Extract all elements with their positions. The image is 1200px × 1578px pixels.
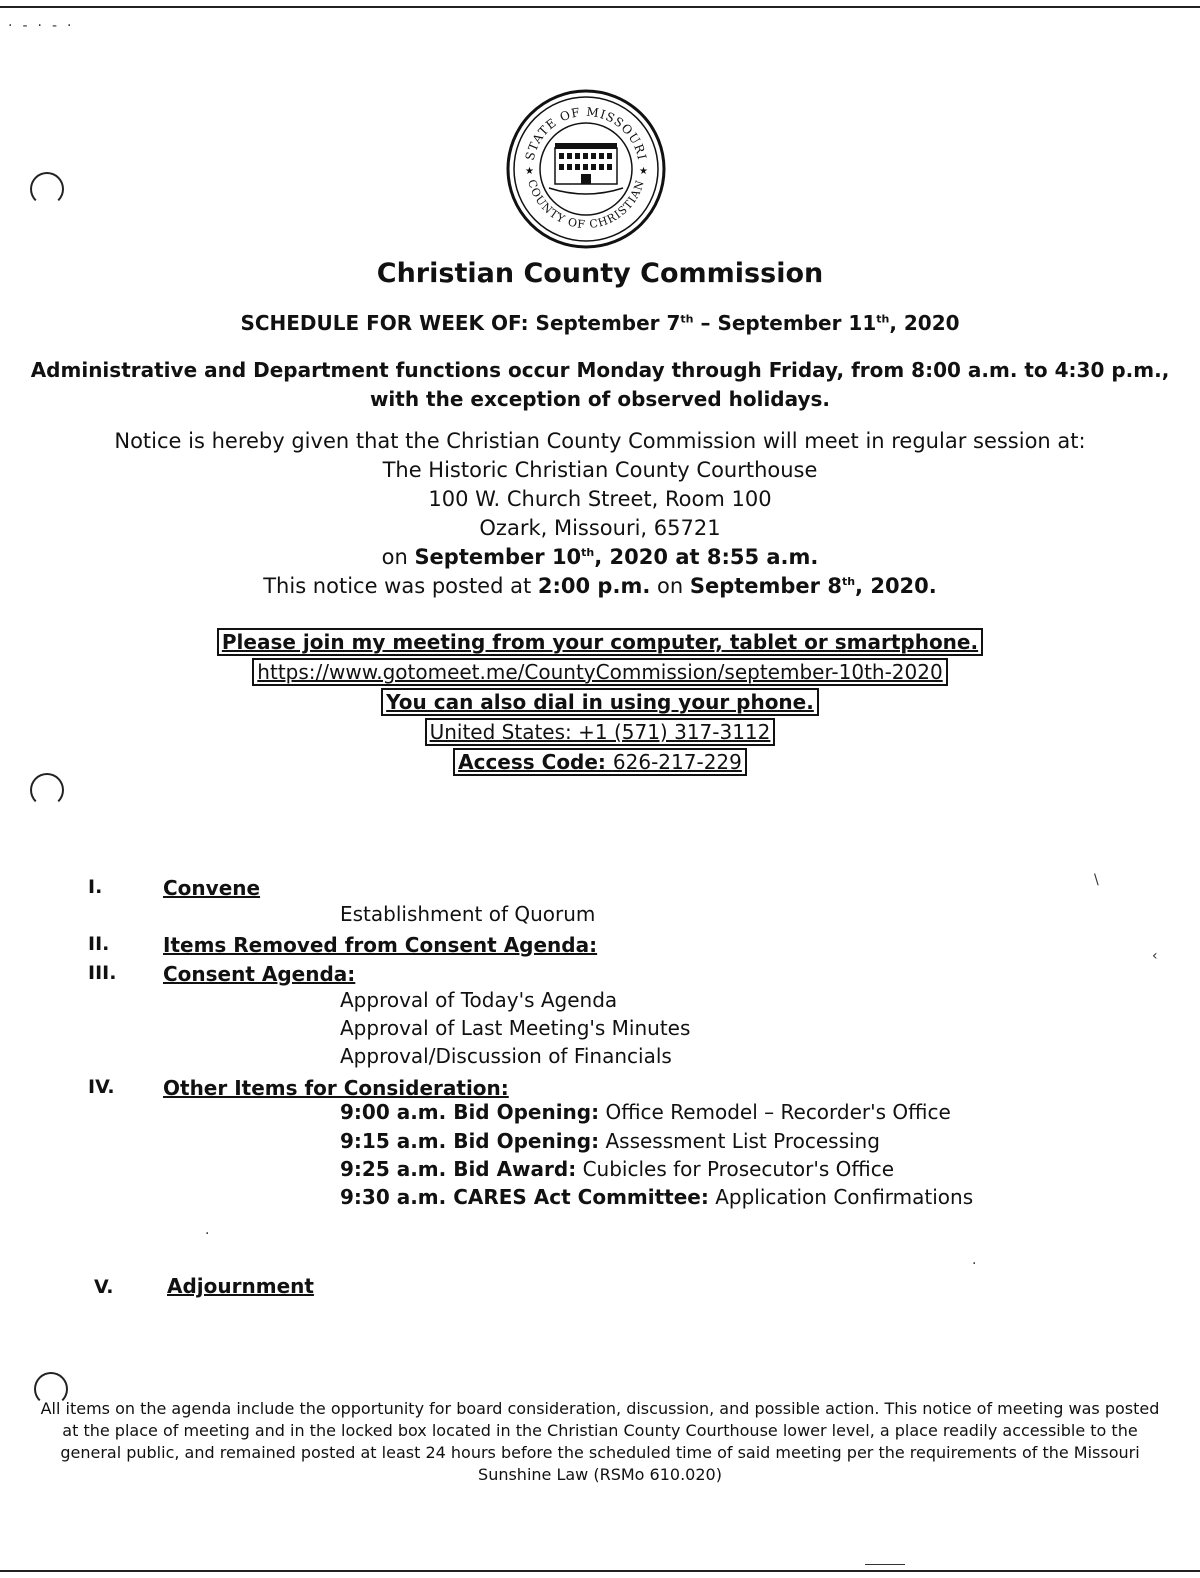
agenda-heading-consent: Consent Agenda: xyxy=(163,962,356,986)
page-title: Christian County Commission xyxy=(376,258,824,289)
agenda-subitem: Establishment of Quorum xyxy=(340,902,596,926)
scan-mark: \ xyxy=(1094,872,1099,888)
access-code: Access Code: 626-217-229 xyxy=(453,748,747,776)
agenda-subitem: Approval of Last Meeting's Minutes xyxy=(340,1016,691,1040)
footer-disclaimer: All items on the agenda include the opportunity for board consideration, discussion, and possible action. This notice of meeting was posted at the place of meeting and in the locked box located in the Christian County Courthouse lower level, a place readily accessible to the general public, and remained posted at least 24 hours before the scheduled time of said meeting per the requirements of the Missouri Sunshine Law (RSMo 610.020) xyxy=(40,1399,1160,1484)
venue-city: Ozark, Missouri, 65721 xyxy=(479,516,721,540)
phone-number-link[interactable]: United States: +1 (571) 317-3112 xyxy=(425,718,776,746)
admin-hours: Administrative and Department functions occur Monday through Friday, from 8:00 a.m. to 4:30 p.m., with the exception of observed holidays. xyxy=(30,358,1170,411)
meeting-url-link[interactable]: https://www.gotomeet.me/CountyCommission/september-10th-2020 xyxy=(252,658,947,686)
other-item: 9:25 a.m. Bid Award: Cubicles for Prosecutor's Office xyxy=(340,1157,895,1181)
posted-datetime: This notice was posted at 2:00 p.m. on September 8th, 2020. xyxy=(263,574,937,598)
scan-mark: · xyxy=(972,1256,977,1272)
other-item: 9:30 a.m. CARES Act Committee: Application Confirmations xyxy=(340,1185,974,1209)
svg-text:STATE OF MISSOURI: STATE OF MISSOURI xyxy=(522,104,650,162)
svg-text:★: ★ xyxy=(525,166,534,177)
venue-name: The Historic Christian County Courthouse xyxy=(382,458,818,482)
agenda-number: II. xyxy=(88,933,110,955)
agenda-number: IV. xyxy=(88,1076,115,1098)
dial-in-text: You can also dial in using your phone. xyxy=(381,688,819,716)
agenda-number: III. xyxy=(88,962,117,984)
meeting-datetime: on September 10th, 2020 at 8:55 a.m. xyxy=(381,545,819,569)
agenda-heading-other: Other Items for Consideration: xyxy=(163,1076,509,1100)
agenda-heading-adjournment: Adjournment xyxy=(167,1274,314,1298)
svg-text:COUNTY OF CHRISTIAN: COUNTY OF CHRISTIAN xyxy=(525,178,647,232)
other-item: 9:15 a.m. Bid Opening: Assessment List Processing xyxy=(340,1129,880,1153)
agenda-heading-removed: Items Removed from Consent Agenda: xyxy=(163,933,598,957)
venue-street: 100 W. Church Street, Room 100 xyxy=(428,487,772,511)
agenda-number: I. xyxy=(88,876,103,898)
scan-specks: ·-·-· xyxy=(8,18,82,34)
schedule-week: SCHEDULE FOR WEEK OF: September 7th – September 11th, 2020 xyxy=(240,311,960,335)
agenda-subitem: Approval of Today's Agenda xyxy=(340,988,618,1012)
scan-mark: · xyxy=(205,1226,210,1242)
scan-edge-bottom xyxy=(0,1570,1200,1572)
svg-text:★: ★ xyxy=(639,166,648,177)
agenda-number: V. xyxy=(94,1276,114,1298)
scan-mark: ‹ xyxy=(1152,948,1158,964)
agenda-subitem: Approval/Discussion of Financials xyxy=(340,1044,672,1068)
scan-dash xyxy=(865,1564,905,1565)
agenda-heading-convene: Convene xyxy=(163,876,261,900)
notice-intro: Notice is hereby given that the Christian County Commission will meet in regular session at: xyxy=(114,429,1086,453)
other-item: 9:00 a.m. Bid Opening: Office Remodel – Recorder's Office xyxy=(340,1100,951,1124)
join-meeting-text: Please join my meeting from your computer, tablet or smartphone. xyxy=(217,628,983,656)
